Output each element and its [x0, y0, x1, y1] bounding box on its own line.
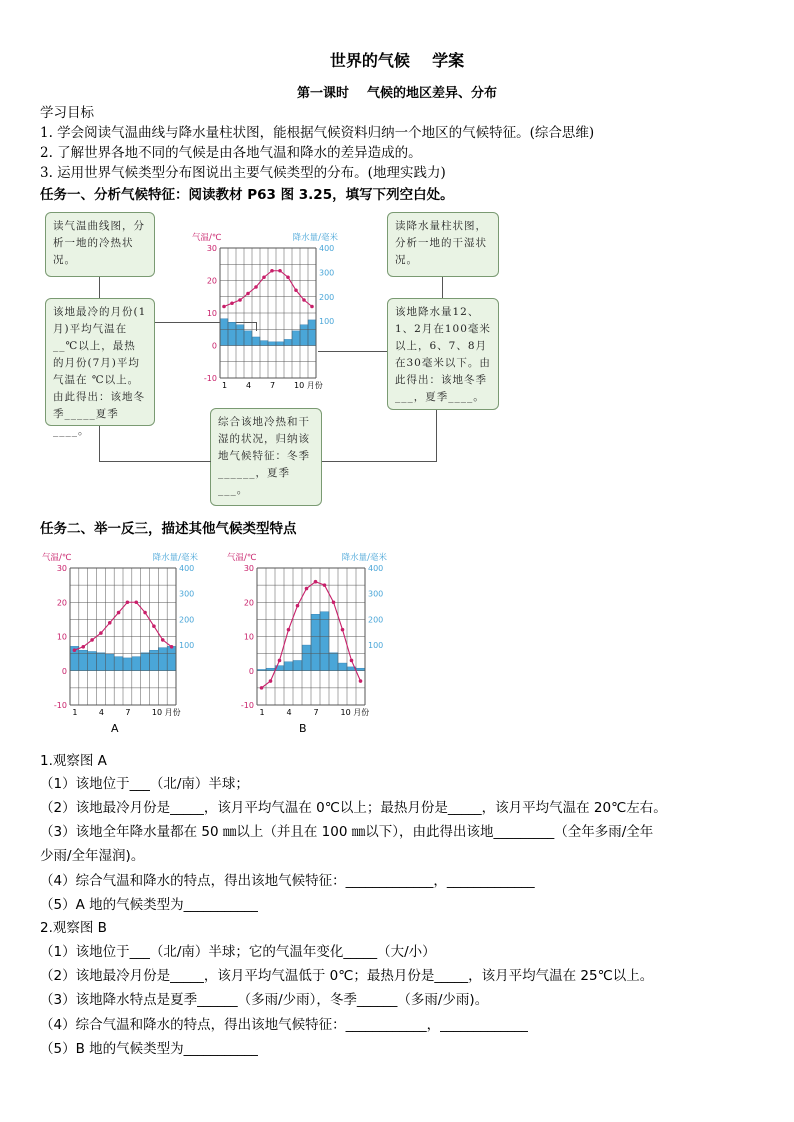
question-b-item: （5）B 地的气候类型为___________: [40, 1041, 258, 1057]
precip-tick-label: 100: [179, 641, 195, 651]
temp-tick-label: 0: [61, 666, 67, 676]
precip-bar: [311, 614, 320, 671]
precip-bar: [268, 342, 276, 346]
temp-tick-label: 10: [56, 632, 67, 642]
temp-point: [152, 624, 156, 628]
temp-point: [90, 638, 94, 642]
temp-point: [126, 600, 130, 604]
precip-bar: [302, 645, 311, 671]
x-tick-label: 7: [125, 708, 131, 717]
precip-bar: [150, 650, 159, 671]
temp-tick-label: -10: [53, 701, 67, 710]
precip-bar: [167, 646, 176, 670]
connector: [442, 277, 443, 298]
precip-bar: [300, 325, 308, 346]
temp-point: [294, 288, 298, 292]
y-axis-label-precip: 降水量/毫米: [152, 553, 198, 563]
precip-bar: [79, 650, 88, 671]
question-a-item: 少雨/全年湿润)。: [40, 848, 145, 864]
precip-tick-label: 200: [368, 615, 384, 625]
precip-bar: [236, 325, 244, 346]
temp-point: [350, 659, 354, 663]
question-b-item: （1）该地位于___（北/南）半球；它的气温年变化_____（大/小）: [40, 944, 436, 960]
precip-bar: [132, 657, 141, 671]
precip-tick-label: 100: [368, 641, 384, 651]
y-axis-label-temp: 气温/℃: [42, 553, 72, 563]
temp-point: [310, 305, 314, 309]
question-b-heading: 2.观察图 B: [40, 920, 107, 936]
precip-tick-label: 200: [179, 615, 195, 625]
temp-tick-label: 10: [243, 632, 254, 642]
temp-tick-label: 20: [206, 276, 217, 286]
x-tick-label: 10 月份: [151, 708, 181, 717]
precip-bar: [88, 651, 97, 670]
temp-point: [305, 587, 309, 591]
precip-bar: [320, 612, 329, 671]
temp-point: [222, 305, 226, 309]
x-tick-label: 4: [246, 381, 252, 390]
temp-point: [230, 301, 234, 305]
page-subtitle: 第一课时 气候的地区差异、分布: [296, 86, 498, 101]
precip-bar: [276, 342, 284, 346]
chart-title: A: [111, 722, 119, 735]
temp-tick-label: 30: [206, 244, 217, 253]
temp-tick-label: -10: [203, 374, 217, 383]
x-tick-label: 4: [286, 708, 292, 717]
precip-bar: [252, 337, 260, 346]
temp-point: [108, 621, 112, 625]
question-a-item: （2）该地最冷月份是_____，该月平均气温在 0℃以上；最热月份是_____，该月平均气温在 20℃左右。: [40, 800, 667, 816]
precip-bar: [292, 331, 300, 346]
question-b-item: （2）该地最冷月份是_____，该月平均气温低于 0℃；最热月份是_____，该月平均气温在 25℃以上。: [40, 968, 654, 984]
objective-item: 2. 了解世界各地不同的气候是由各地气温和降水的差异造成的。: [40, 145, 422, 161]
precip-bar: [356, 668, 365, 671]
temp-point: [134, 600, 138, 604]
precip-bar: [284, 339, 292, 345]
precip-bar: [244, 331, 252, 346]
connector: [322, 410, 437, 462]
temp-tick-label: 10: [206, 309, 217, 318]
precip-bar: [338, 663, 347, 671]
precip-tick-label: 400: [179, 564, 195, 573]
temp-point: [254, 285, 258, 289]
precip-bar: [228, 322, 236, 345]
objectives-heading: 学习目标: [40, 105, 94, 121]
question-b-item: （4）综合气温和降水的特点，得出该地气候特征：____________，_____________: [40, 1017, 528, 1033]
box-read-precip: 读降水量柱状图，分析一地的干湿状况。: [387, 212, 499, 277]
temp-point: [286, 275, 290, 279]
temp-point: [238, 298, 242, 302]
precip-bar: [284, 662, 293, 671]
temp-tick-label: 30: [243, 564, 254, 573]
question-a-heading: 1.观察图 A: [40, 753, 107, 769]
precip-bar: [308, 320, 316, 346]
precip-tick-label: 400: [319, 244, 335, 253]
y-axis-label-precip: 降水量/毫米: [292, 233, 338, 243]
task1-heading: 任务一、分析气候特征：阅读教材 P63 图 3.25，填写下列空白处。: [40, 187, 454, 203]
temp-point: [296, 604, 300, 608]
temp-tick-label: 0: [211, 341, 217, 351]
temp-point: [260, 686, 264, 690]
temp-tick-label: 20: [56, 598, 67, 608]
precip-bar: [114, 657, 123, 671]
question-a-item: （5）A 地的气候类型为___________: [40, 897, 258, 913]
x-tick-label: 1: [72, 708, 78, 717]
question-a-item: （1）该地位于___（北/南）半球；: [40, 776, 249, 792]
chart-climate-a: [40, 548, 200, 743]
temp-point: [287, 628, 291, 632]
temp-point: [323, 583, 327, 587]
precip-bar: [105, 654, 114, 671]
task2-heading: 任务二、举一反三，描述其他气候类型特点: [40, 521, 297, 537]
x-tick-label: 7: [313, 708, 319, 717]
box-read-temp: 读气温曲线图，分析一地的冷热状况。: [45, 212, 155, 277]
precip-bar: [260, 341, 268, 346]
temp-point: [161, 638, 165, 642]
temp-point: [99, 631, 103, 635]
x-tick-label: 10 月份: [340, 708, 370, 717]
objective-item: 1. 学会阅读气温曲线与降水量柱状图，能根据气候资料归纳一个地区的气候特征。(综合思维): [40, 125, 595, 141]
x-tick-label: 4: [98, 708, 105, 717]
precip-bar: [158, 648, 167, 671]
objective-item: 3. 运用世界气候类型分布图说出主要气候类型的分布。(地理实践力): [40, 165, 446, 181]
page-title: 世界的气候 学案: [329, 51, 465, 70]
temp-point: [73, 648, 77, 652]
y-axis-label-temp: 气温/℃: [227, 553, 257, 563]
precip-bar: [123, 658, 132, 671]
temp-point: [81, 645, 85, 649]
question-a-item: （4）综合气温和降水的特点，得出该地气候特征：_____________，_____________: [40, 873, 535, 889]
connector: [99, 277, 100, 298]
question-b-item: （3）该地降水特点是夏季______（多雨/少雨），冬季______（多雨/少雨)。: [40, 992, 489, 1008]
x-tick-label: 7: [270, 381, 276, 390]
temp-point: [170, 645, 174, 649]
box-climate-summary: 综合该地冷热和干湿的状况，归纳该地气候特征：冬季______，夏季___。: [210, 408, 322, 506]
temp-point: [314, 580, 318, 584]
temp-point: [278, 659, 282, 663]
temp-point: [143, 611, 147, 615]
y-axis-label-precip: 降水量/毫米: [341, 553, 387, 563]
temp-tick-label: -10: [240, 701, 254, 710]
box-precip-analysis: 该地降水量12、1、2月在100毫米以上，6、7、8月 在30毫米以下。由此得出：该地冬季___，夏季____。: [387, 298, 499, 410]
precip-tick-label: 300: [319, 268, 335, 278]
precip-tick-label: 300: [179, 589, 195, 599]
temp-point: [269, 679, 273, 683]
temp-point: [359, 679, 363, 683]
temp-point: [117, 611, 121, 615]
question-a-item: （3）该地全年降水量都在 50 ㎜以上（并且在 100 ㎜以下），由此得出该地_________（全年多雨/全年: [40, 824, 654, 840]
temp-tick-label: 30: [56, 564, 67, 573]
x-tick-label: 10 月份: [294, 381, 323, 390]
precip-bar: [293, 660, 302, 670]
temp-point: [302, 298, 306, 302]
precip-tick-label: 300: [368, 589, 384, 599]
y-axis-label-temp: 气温/℃: [192, 233, 222, 243]
precip-tick-label: 400: [368, 564, 384, 573]
chart-climate-main: [190, 228, 350, 393]
temp-point: [262, 275, 266, 279]
precip-bar: [220, 319, 228, 346]
x-tick-label: 1: [222, 381, 228, 390]
temp-point: [278, 269, 282, 273]
chart-climate-b: [225, 548, 395, 743]
precip-bar: [266, 668, 275, 671]
precip-bar: [97, 653, 106, 671]
precip-bar: [329, 653, 338, 671]
connector: [99, 426, 211, 462]
temp-point: [246, 292, 250, 296]
precip-bar: [141, 653, 150, 671]
precip-tick-label: 200: [319, 292, 335, 302]
temp-tick-label: 0: [248, 666, 254, 676]
temp-point: [341, 628, 345, 632]
chart-title: B: [299, 722, 307, 735]
temp-point: [332, 600, 336, 604]
precip-tick-label: 100: [319, 317, 335, 327]
temp-point: [270, 269, 274, 273]
box-temp-analysis: 该地最冷的月份(1月)平均气温在__℃以上，最热的月份(7月)平均气温在 ℃以上。由此得出：该地冬季_____夏季____。: [45, 298, 155, 426]
temp-tick-label: 20: [243, 598, 254, 608]
x-tick-label: 1: [259, 708, 265, 717]
